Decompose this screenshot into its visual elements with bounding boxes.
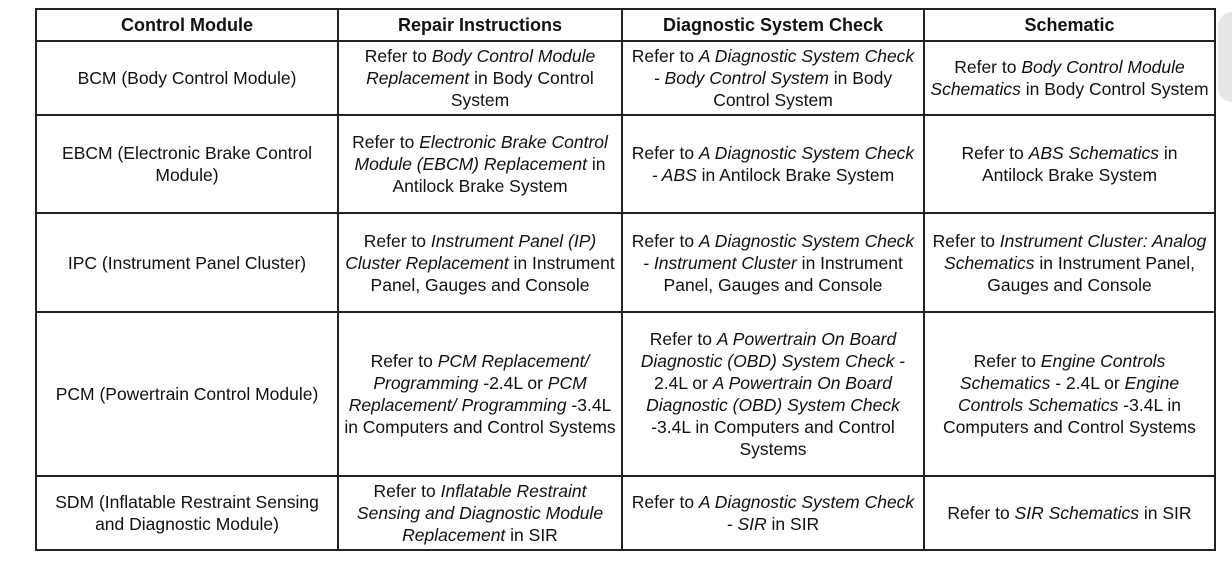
reference-title: Body Control Module Replacement: [366, 46, 596, 88]
diag-cell: [622, 115, 924, 213]
reference-title: Engine Controls Schematics: [959, 351, 1166, 393]
reference-text: Refer to: [631, 143, 699, 163]
reference-text: in Instrument Panel, Gauges and Console: [370, 252, 615, 295]
module-cell: IPC (Instrument Panel Cluster): [36, 213, 338, 312]
reference-title: Inflatable Restraint Sensing and Diagnostic Module Replacement: [356, 481, 604, 545]
page-edge-shadow: [1218, 12, 1232, 102]
table-row: [36, 213, 1215, 312]
reference-text: Refer to: [954, 57, 1022, 77]
reference-text: Refer to: [961, 143, 1029, 163]
reference-title: ABS Schematics: [1028, 143, 1159, 163]
reference-text: in SIR: [1139, 503, 1192, 523]
diag-cell: [622, 476, 924, 550]
reference-title: A Diagnostic System Check - Body Control System: [653, 46, 915, 88]
module-cell: EBCM (Electronic Brake Control Module): [36, 115, 338, 213]
schematic-cell: [924, 115, 1215, 213]
reference-title: Instrument Cluster: Analog Schematics: [944, 230, 1207, 273]
reference-title: A Diagnostic System Check - SIR: [698, 492, 915, 534]
reference-text: Refer to: [631, 230, 699, 251]
reference-text: Refer to: [631, 492, 699, 512]
reference-title: PCM Replacement/ Programming: [348, 373, 587, 415]
module-cell: PCM (Powertrain Control Module): [36, 312, 338, 476]
diag-cell: [622, 312, 924, 476]
table-row: [36, 115, 1215, 213]
reference-title: SIR Schematics: [1014, 503, 1140, 523]
module-cell: BCM (Body Control Module): [36, 41, 338, 115]
reference-text: Refer to: [373, 481, 441, 501]
table-row: [36, 476, 1215, 550]
reference-title: A Diagnostic System Check - Instrument Cluster: [643, 230, 915, 273]
reference-text: in Antilock Brake System: [696, 165, 895, 185]
module-cell: SDM (Inflatable Restraint Sensing and Diagnostic Module): [36, 476, 338, 550]
header-repair-instructions: Repair Instructions: [338, 9, 622, 41]
reference-text: in SIR: [505, 525, 558, 545]
reference-title: Engine Controls Schematics: [957, 373, 1180, 415]
schematic-cell: [924, 312, 1215, 476]
reference-text: in Antilock Brake System: [392, 154, 606, 196]
reference-text: Refer to: [649, 329, 717, 349]
reference-text: Refer to: [631, 46, 699, 66]
reference-title: A Powertrain On Board Diagnostic (OBD) System Check: [640, 329, 897, 371]
header-control-module: Control Module: [36, 9, 338, 41]
reference-text: -3.4L in Computers and Control Systems: [943, 395, 1196, 437]
reference-text: in SIR: [766, 514, 820, 534]
repair-cell: [338, 312, 622, 476]
reference-text: in Instrument Panel, Gauges and Console: [987, 252, 1195, 295]
repair-cell: [338, 213, 622, 312]
reference-text: Refer to: [973, 351, 1041, 371]
reference-text: in Antilock Brake System: [981, 143, 1178, 185]
reference-text: -3.4L in Computers and Control Systems: [651, 417, 895, 459]
reference-title: Electronic Brake Control Module (EBCM) Replacement: [354, 132, 608, 174]
reference-text: Refer to: [932, 230, 1000, 251]
repair-cell: [338, 115, 622, 213]
reference-title: A Powertrain On Board Diagnostic (OBD) System Check: [646, 373, 900, 415]
reference-text: Refer to: [947, 503, 1015, 523]
reference-text: -2.4L or: [478, 373, 548, 393]
reference-text: Refer to: [352, 132, 420, 152]
header-row: [36, 9, 1215, 41]
reference-text: Refer to: [363, 230, 431, 251]
reference-text: Refer to: [370, 351, 438, 371]
reference-text: - 2.4L or: [1050, 373, 1125, 393]
reference-title: A Diagnostic System Check - ABS: [651, 143, 915, 185]
header-schematic: Schematic: [924, 9, 1215, 41]
schematic-cell: [924, 476, 1215, 550]
reference-text: in Body Control System: [1020, 79, 1209, 99]
reference-title: PCM Replacement/ Programming: [373, 351, 590, 393]
reference-text: in Body Control System: [450, 68, 594, 110]
reference-title: Instrument Panel (IP) Cluster Replacement: [345, 230, 597, 273]
diag-cell: [622, 213, 924, 312]
reference-text: in Instrument Panel, Gauges and Console: [663, 252, 903, 295]
reference-text: - 2.4L or: [653, 351, 906, 393]
schematic-cell: [924, 41, 1215, 115]
table-row: [36, 41, 1215, 115]
reference-text: in Body Control System: [713, 68, 893, 110]
control-module-table: [35, 8, 1216, 551]
table-row: [36, 312, 1215, 476]
reference-text: Refer to: [364, 46, 432, 66]
reference-title: Body Control Module Schematics: [930, 57, 1185, 99]
header-diagnostic-system-check: Diagnostic System Check: [622, 9, 924, 41]
reference-text: -3.4L in Computers and Control Systems: [344, 395, 616, 437]
diag-cell: [622, 41, 924, 115]
repair-cell: [338, 476, 622, 550]
repair-cell: [338, 41, 622, 115]
schematic-cell: [924, 213, 1215, 312]
